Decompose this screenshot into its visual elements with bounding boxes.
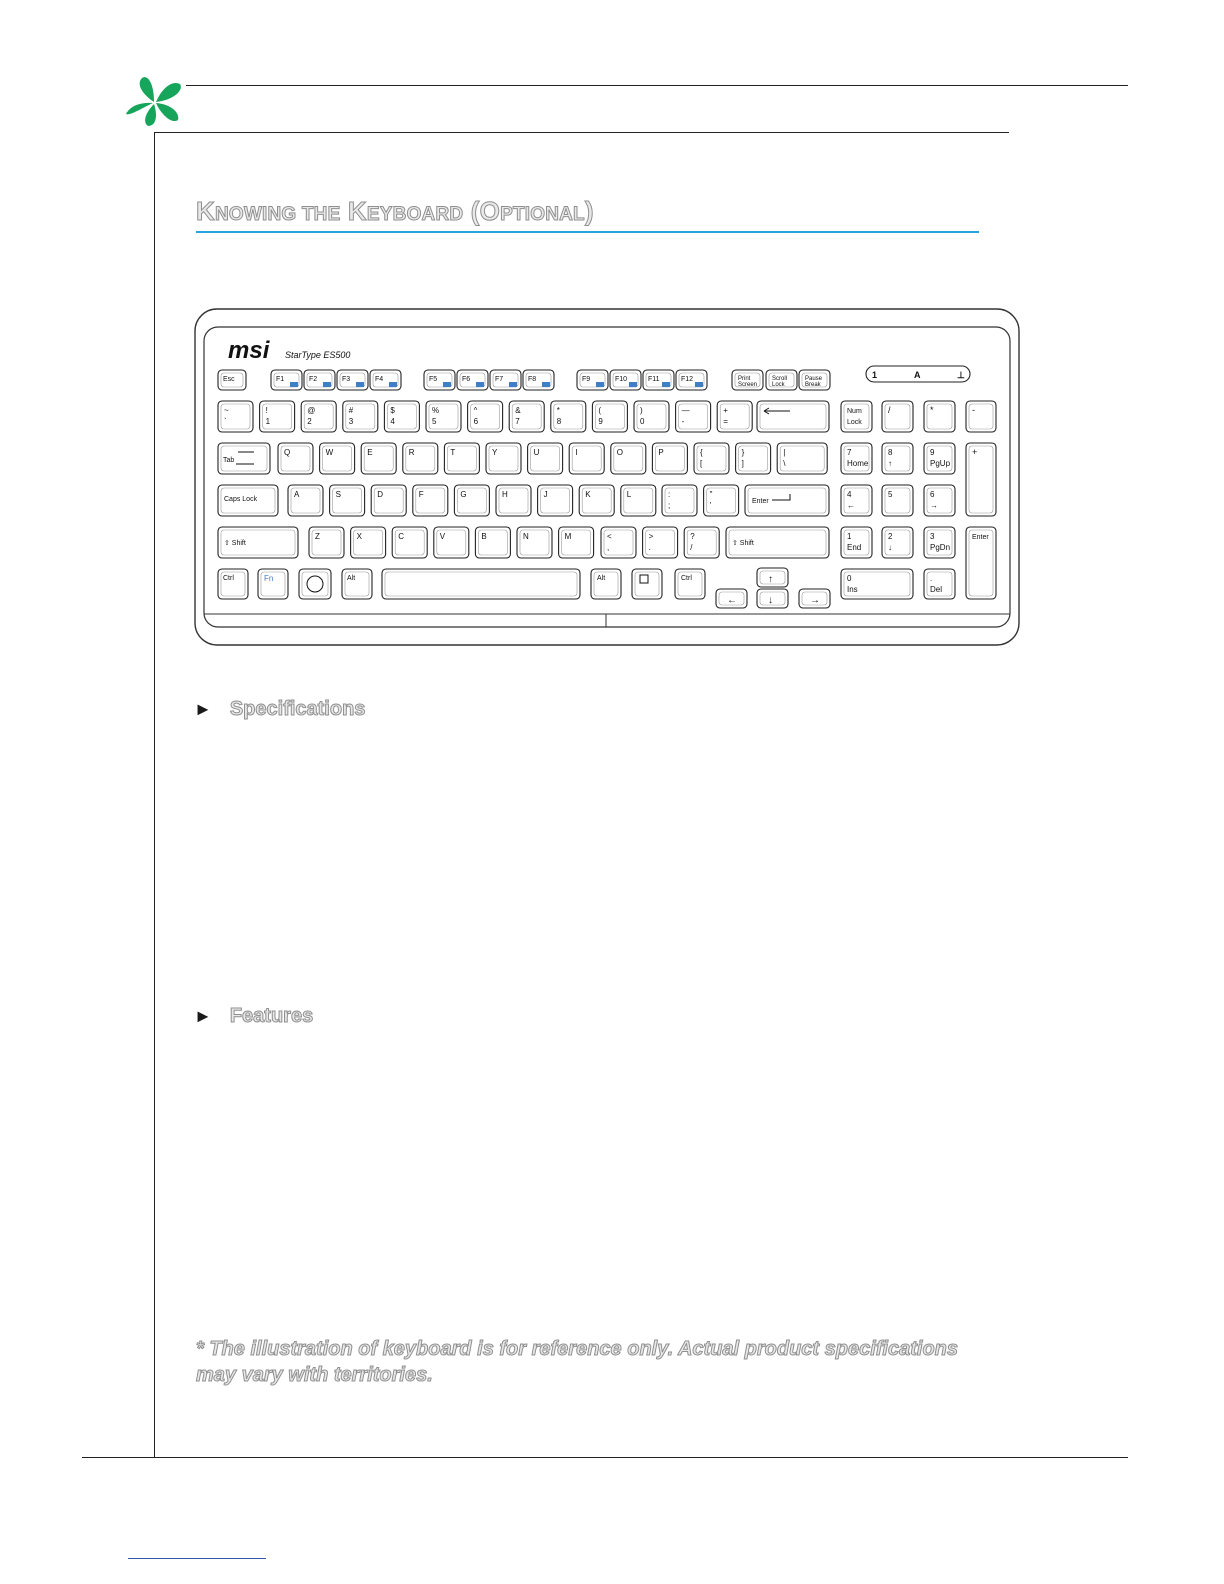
- key-u-label-0: U: [533, 448, 540, 457]
- key-b: [475, 527, 510, 558]
- key-punct-0: [662, 485, 697, 516]
- key-sym-2-label-0: ?: [690, 532, 695, 541]
- key-np-slash: [882, 401, 913, 432]
- key-menu: [632, 569, 662, 599]
- key-sym-0-label-1: ,: [607, 543, 610, 552]
- key-np-slash-outline: [882, 401, 913, 432]
- key-n-label-0: N: [523, 532, 529, 541]
- key-num-9-label-1: 9: [598, 417, 603, 426]
- header-rule: [186, 85, 1128, 86]
- key-v-label-0: V: [439, 532, 446, 541]
- key-np-plus-outline: [966, 443, 996, 516]
- tab-label: Tab: [223, 457, 235, 464]
- key-num-lock: [841, 401, 872, 432]
- key-alt-left-outline: [342, 569, 372, 599]
- footer-link-underline[interactable]: [128, 1558, 266, 1559]
- key-np-star-label-0: *: [930, 405, 934, 415]
- key-np-4-label-0: 4: [847, 490, 852, 499]
- key-np-2-label-1: ↓: [888, 543, 892, 552]
- key-r: [403, 443, 438, 474]
- key-o-label-0: O: [616, 448, 624, 457]
- key-f2: [304, 370, 335, 390]
- indicator-0: 1: [872, 370, 878, 380]
- key-f12: [676, 370, 707, 390]
- key-a: [288, 485, 323, 516]
- key-sys-1-top: Scroll: [772, 376, 788, 382]
- key-f10-label: F10: [615, 376, 628, 383]
- key-num-12-label-0: +: [723, 406, 728, 415]
- key-bracket-1-label-0: }: [741, 448, 745, 457]
- key-num-7-label-1: 7: [515, 417, 520, 426]
- key-np-dot-label-1: Del: [930, 585, 943, 594]
- key-num-10-label-0: ): [640, 406, 643, 415]
- key-num-3-label-0: #: [348, 406, 354, 415]
- key-num-2-label-1: 2: [307, 417, 312, 426]
- key-num-2-label-0: @: [307, 406, 316, 415]
- key-np-1: [841, 527, 872, 558]
- alt-left-label: Alt: [347, 575, 356, 582]
- key-l: [621, 485, 656, 516]
- key-f4: [370, 370, 401, 390]
- key-arrow-3: [799, 589, 830, 608]
- key-l-label-0: L: [626, 490, 632, 499]
- key-bracket-1-label-1: ]: [741, 459, 744, 468]
- shift-right-label: ⇧ Shift: [732, 540, 754, 547]
- fn-label: Fn: [264, 574, 274, 583]
- key-f6-label: F6: [462, 376, 471, 383]
- specifications-heading: ► Specifications: [194, 698, 366, 720]
- key-np-plus-label-0: +: [972, 447, 978, 457]
- key-num-11: [676, 401, 711, 432]
- key-r-label-0: R: [408, 448, 415, 457]
- key-punct-1-label-1: ': [709, 501, 712, 510]
- key-sym-0-label-0: <: [607, 532, 612, 541]
- key-sys-1-bot: Lock: [772, 382, 785, 388]
- key-bracket-0-label-0: {: [700, 448, 703, 457]
- key-q-label-0: Q: [284, 448, 291, 457]
- key-bracket-2-label-1: \: [783, 459, 786, 468]
- key-sym-2: [684, 527, 719, 558]
- key-c-label-0: C: [398, 532, 404, 541]
- key-np-0-outline: [841, 569, 913, 599]
- key-np-minus-label-0: -: [972, 405, 975, 415]
- key-y-label-0: Y: [492, 448, 498, 457]
- key-num-lock-label-1: Lock: [847, 419, 862, 426]
- key-np-enter: [966, 527, 996, 599]
- key-ctrl-left-outline: [218, 569, 248, 599]
- key-s-label-0: S: [335, 490, 341, 499]
- key-shift-right: [726, 527, 829, 558]
- key-num-1: [260, 401, 295, 432]
- key-w-label-0: W: [325, 448, 334, 457]
- key-bracket-0-label-1: [: [700, 459, 703, 468]
- key-sys-0-top: Print: [738, 376, 751, 382]
- key-menu-outline: [632, 569, 662, 599]
- key-np-6-label-0: 6: [930, 490, 935, 499]
- key-np-dot: [924, 569, 955, 599]
- key-f2-label: F2: [309, 376, 318, 383]
- key-sys-2-bot: Break: [805, 382, 821, 388]
- key-alt-right-outline: [591, 569, 621, 599]
- key-sym-0: [601, 527, 636, 558]
- key-arrow-0: [757, 568, 788, 587]
- indicator-1: A: [914, 370, 921, 380]
- key-f5: [424, 370, 455, 390]
- key-np-9: [924, 443, 955, 474]
- key-sys-2-top: Pause: [805, 376, 823, 382]
- key-c: [392, 527, 427, 558]
- key-np-4: [841, 485, 872, 516]
- key-np-dot-outline: [924, 569, 955, 599]
- key-f: [413, 485, 448, 516]
- key-windows: [299, 569, 331, 599]
- key-ctrl-right: [675, 569, 705, 599]
- key-f7: [490, 370, 521, 390]
- key-windows-outline: [299, 569, 331, 599]
- key-bracket-2-label-0: |: [783, 448, 786, 457]
- key-bracket-0: [694, 443, 729, 474]
- key-g: [454, 485, 489, 516]
- key-num-11-label-1: -: [681, 417, 685, 426]
- key-i-label-0: I: [575, 448, 578, 457]
- arrow-1-label: ←: [727, 595, 737, 606]
- key-num-0-label-1: `: [224, 417, 227, 426]
- key-np-7-label-0: 7: [847, 448, 852, 457]
- indicator-lights: [866, 366, 970, 382]
- key-f9: [577, 370, 608, 390]
- key-bracket-1: [736, 443, 771, 474]
- key-f-label-0: F: [418, 490, 424, 499]
- media-icon: [662, 382, 670, 387]
- key-np-8-label-0: 8: [888, 448, 893, 457]
- key-x: [351, 527, 386, 558]
- key-t: [444, 443, 479, 474]
- key-backspace: [757, 401, 829, 432]
- arrow-3-label: →: [810, 595, 820, 606]
- key-p-label-0: P: [658, 448, 664, 457]
- key-space-outline: [382, 569, 580, 599]
- key-num-9: [592, 401, 627, 432]
- key-np-0-label-0: 0: [847, 574, 852, 583]
- key-pause: [799, 370, 830, 390]
- brand-logo: msi: [228, 337, 270, 364]
- key-num-8: [551, 401, 586, 432]
- key-f12-label: F12: [681, 376, 694, 383]
- key-f8: [523, 370, 554, 390]
- key-num-7-label-0: &: [515, 406, 521, 415]
- key-sym-1-label-1: .: [648, 543, 651, 552]
- key-np-4-label-1: ←: [847, 501, 855, 510]
- key-bracket-2: [777, 443, 827, 474]
- key-enter: [745, 485, 829, 516]
- key-sym-1: [643, 527, 678, 558]
- key-np-5-outline: [882, 485, 913, 516]
- key-f6: [457, 370, 488, 390]
- page-title: KNOWING THE KEYBOARD (OPTIONAL): [196, 196, 594, 226]
- key-np-8-outline: [882, 443, 913, 474]
- key-f11: [643, 370, 674, 390]
- key-g-label-0: G: [460, 490, 467, 499]
- key-w: [320, 443, 355, 474]
- key-num-0-label-0: ~: [224, 406, 229, 415]
- key-arrow-2: [757, 589, 788, 608]
- key-np-8: [882, 443, 913, 474]
- key-sys-0-bot: Screen: [738, 382, 758, 388]
- key-num-5: [426, 401, 461, 432]
- key-ctrl-left: [218, 569, 248, 599]
- key-tab: [218, 443, 270, 474]
- key-num-3: [343, 401, 378, 432]
- key-print: [732, 370, 763, 390]
- key-o: [611, 443, 646, 474]
- key-np-0-label-1: Ins: [847, 585, 858, 594]
- model-name: StarType ES500: [285, 350, 351, 360]
- key-u: [528, 443, 563, 474]
- ctrl-left-label: Ctrl: [223, 575, 234, 582]
- key-e: [361, 443, 396, 474]
- key-np-6: [924, 485, 955, 516]
- key-np-2-outline: [882, 527, 913, 558]
- key-arrow-1: [716, 589, 747, 608]
- key-num-11-label-0: —: [681, 406, 690, 415]
- key-num-12: [717, 401, 752, 432]
- key-sym-2-label-1: /: [690, 543, 693, 552]
- key-num-12-label-1: =: [723, 417, 728, 426]
- key-np-7-label-1: Home: [847, 459, 869, 468]
- key-num-10: [634, 401, 669, 432]
- key-num-9-label-0: (: [598, 406, 602, 415]
- key-f5-label: F5: [429, 376, 438, 383]
- key-np-5: [882, 485, 913, 516]
- key-f9-label: F9: [582, 376, 591, 383]
- key-q: [278, 443, 313, 474]
- key-np-enter-label-0: Enter: [972, 534, 989, 541]
- key-v: [434, 527, 469, 558]
- key-np-dot-label-0: .: [930, 574, 933, 583]
- media-icon: [356, 382, 364, 387]
- key-h-label-0: H: [502, 490, 508, 499]
- key-num-4: [384, 401, 419, 432]
- caps-label: Caps Lock: [224, 496, 258, 503]
- key-np-star-outline: [924, 401, 955, 432]
- key-num-5-label-1: 5: [432, 417, 437, 426]
- key-m: [559, 527, 594, 558]
- key-p: [652, 443, 687, 474]
- key-np-8-label-1: ↑: [888, 459, 892, 468]
- key-np-2-label-0: 2: [888, 532, 893, 541]
- key-esc-label: Esc: [223, 376, 235, 383]
- key-np-6-label-1: →: [930, 501, 938, 510]
- left-margin-rule: [154, 132, 155, 1458]
- key-np-3-label-1: PgDn: [930, 543, 951, 552]
- key-f1-label: F1: [276, 376, 285, 383]
- features-heading: ► Features: [194, 1005, 314, 1027]
- key-np-2: [882, 527, 913, 558]
- media-icon: [323, 382, 331, 387]
- media-icon: [443, 382, 451, 387]
- key-s: [330, 485, 365, 516]
- key-num-lock-label-0: Num: [847, 408, 862, 415]
- media-icon: [629, 382, 637, 387]
- title-underline: [196, 231, 979, 233]
- key-n: [517, 527, 552, 558]
- key-np-1-label-1: End: [847, 543, 862, 552]
- key-num-lock-outline: [841, 401, 872, 432]
- media-icon: [290, 382, 298, 387]
- key-d: [371, 485, 406, 516]
- key-num-6-label-1: 6: [473, 417, 479, 426]
- key-np-3: [924, 527, 955, 558]
- key-f10: [610, 370, 641, 390]
- key-z-label-0: Z: [315, 532, 320, 541]
- key-num-10-label-1: 0: [640, 417, 645, 426]
- key-num-1-label-1: 1: [265, 417, 271, 426]
- footnote: * The illustration of keyboard is for reference only. Actual product specifications may vary with territories.: [196, 1338, 959, 1386]
- key-scroll: [766, 370, 797, 390]
- key-backspace-outline: [757, 401, 829, 432]
- key-k-label-0: K: [585, 490, 591, 499]
- key-i: [569, 443, 604, 474]
- key-punct-1: [704, 485, 739, 516]
- key-t-label-0: T: [450, 448, 456, 457]
- media-icon: [509, 382, 517, 387]
- key-np-minus-outline: [966, 401, 996, 432]
- bullet-arrow-icon: ►: [194, 1006, 212, 1026]
- key-np-5-label-0: 5: [888, 490, 893, 499]
- key-e-label-0: E: [367, 448, 373, 457]
- key-num-7: [509, 401, 544, 432]
- key-np-9-label-0: 9: [930, 448, 935, 457]
- key-m-label-0: M: [564, 532, 572, 541]
- key-b-label-0: B: [481, 532, 487, 541]
- key-num-4-label-1: 4: [390, 417, 395, 426]
- key-num-8-label-0: *: [556, 406, 560, 415]
- key-y: [486, 443, 521, 474]
- key-np-minus: [966, 401, 996, 432]
- key-h: [496, 485, 531, 516]
- key-num-6: [468, 401, 503, 432]
- key-sym-1-label-0: >: [648, 532, 654, 541]
- key-num-2: [301, 401, 336, 432]
- key-num-5-label-0: %: [432, 406, 440, 415]
- key-num-1-label-0: !: [265, 406, 268, 415]
- key-f3-label: F3: [342, 376, 351, 383]
- media-icon: [476, 382, 484, 387]
- key-num-4-label-0: $: [390, 406, 395, 415]
- key-alt-right: [591, 569, 621, 599]
- media-icon: [596, 382, 604, 387]
- key-np-plus: [966, 443, 996, 516]
- key-num-0: [218, 401, 253, 432]
- key-j: [538, 485, 573, 516]
- key-np-4-outline: [841, 485, 872, 516]
- key-z: [309, 527, 344, 558]
- key-num-8-label-1: 8: [556, 417, 562, 426]
- ctrl-right-label: Ctrl: [681, 575, 692, 582]
- key-esc: [218, 370, 246, 390]
- key-j-label-0: J: [543, 490, 548, 499]
- key-f7-label: F7: [495, 376, 504, 383]
- key-np-6-outline: [924, 485, 955, 516]
- shift-left-label: ⇧ Shift: [224, 540, 246, 547]
- key-a-label-0: A: [294, 490, 300, 499]
- keyboard-illustration: [194, 308, 1020, 648]
- content-top-rule: [154, 132, 1009, 133]
- key-np-slash-label-0: /: [888, 405, 891, 415]
- key-space: [382, 569, 580, 599]
- key-f8-label: F8: [528, 376, 537, 383]
- key-np-star: [924, 401, 955, 432]
- key-k: [579, 485, 614, 516]
- key-x-label-0: X: [356, 532, 362, 541]
- key-caps-lock: [218, 485, 278, 516]
- key-punct-1-label-0: ": [709, 490, 713, 499]
- key-f3: [337, 370, 368, 390]
- bullet-arrow-icon: ►: [194, 699, 212, 719]
- key-f4-label: F4: [375, 376, 384, 383]
- key-np-1-label-0: 1: [847, 532, 852, 541]
- media-icon: [542, 382, 550, 387]
- media-icon: [695, 382, 703, 387]
- key-d-label-0: D: [377, 490, 383, 499]
- key-fn: [258, 569, 288, 599]
- arrow-2-label: ↓: [768, 595, 773, 606]
- key-shift-left: [218, 527, 298, 558]
- key-alt-left: [342, 569, 372, 599]
- key-ctrl-right-outline: [675, 569, 705, 599]
- indicator-2: ⊥: [957, 370, 965, 380]
- key-f1: [271, 370, 302, 390]
- enter-label: Enter: [752, 498, 769, 505]
- media-icon: [389, 382, 397, 387]
- footer-rule: [82, 1457, 1128, 1458]
- key-np-0: [841, 569, 913, 599]
- key-f11-label: F11: [648, 376, 660, 383]
- key-punct-0-label-1: ;: [668, 501, 671, 510]
- arrow-0-label: ↑: [768, 574, 773, 585]
- key-num-3-label-1: 3: [348, 417, 354, 426]
- key-num-6-label-0: ^: [473, 406, 478, 415]
- key-np-3-label-0: 3: [930, 532, 935, 541]
- alt-right-label: Alt: [597, 575, 606, 582]
- key-np-7: [841, 443, 872, 474]
- key-np-9-label-1: PgUp: [930, 459, 951, 468]
- msi-clover-icon: [124, 76, 188, 128]
- key-punct-0-label-0: :: [668, 490, 671, 499]
